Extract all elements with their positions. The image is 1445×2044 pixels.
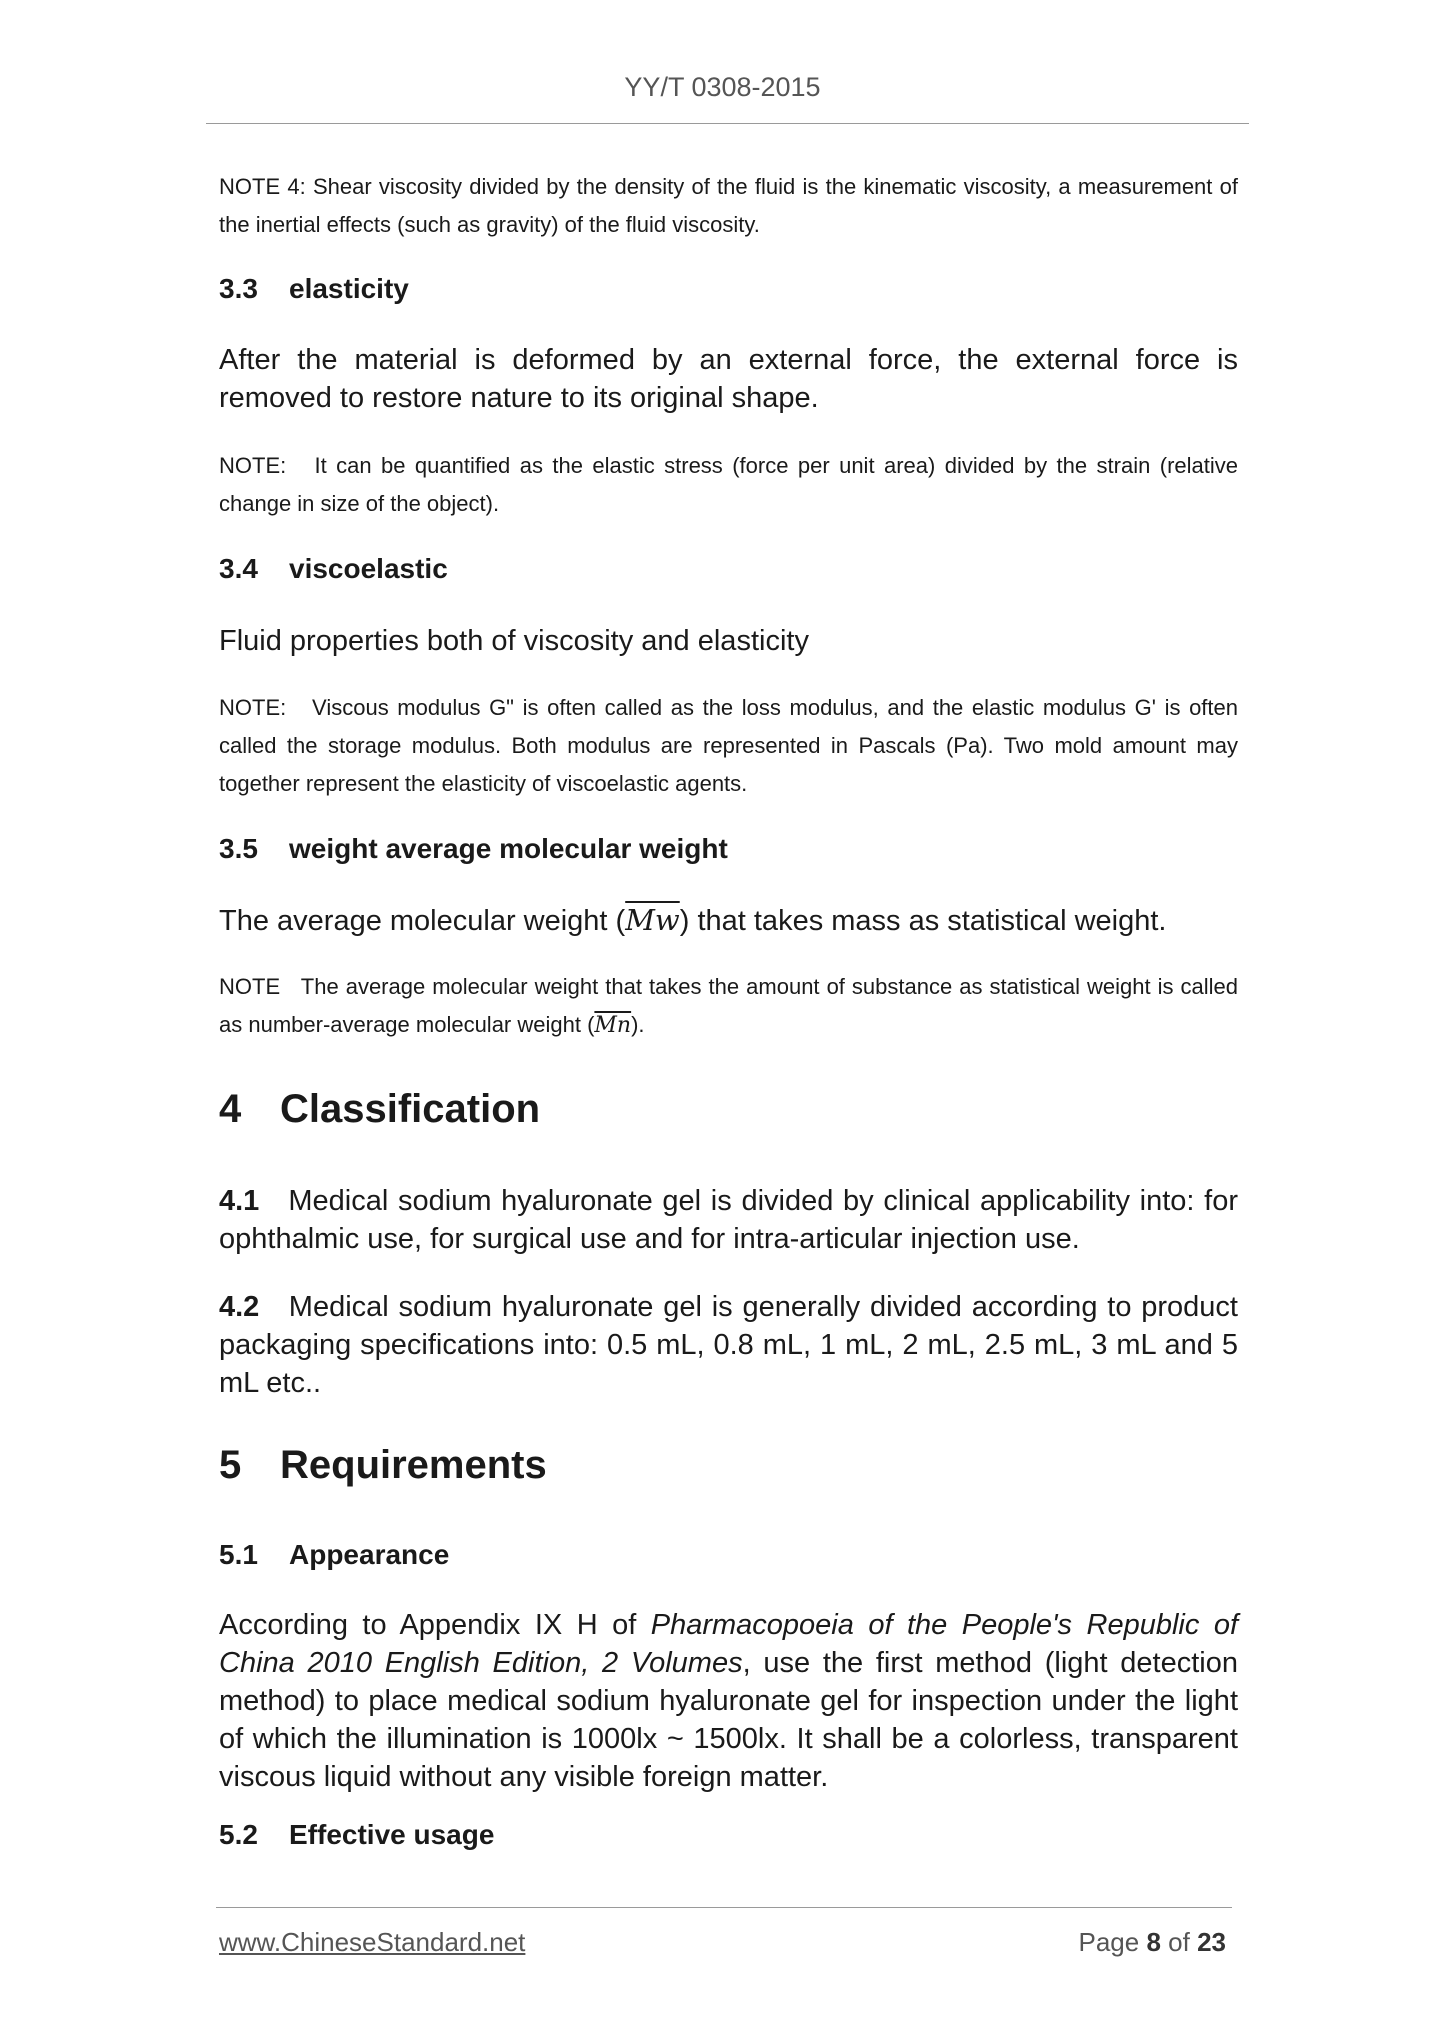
note-4: NOTE 4: Shear viscosity divided by the density of the fluid is the kinematic viscosity, a measurement of the inertial effects (such as gravity) of the fluid viscosity. (219, 174, 1238, 237)
section-number: 5.1 (219, 1539, 258, 1570)
section-number: 5.2 (219, 1819, 258, 1850)
body-text: The average molecular weight ( (219, 905, 626, 937)
body-text: , use the first method (light detection method) to place medical sodium hyaluronate gel for inspection under the light of which the illumination is 1000lx ~ 1500lx. It shall be a colorless, transparent viscous liquid without any visible foreign matter. (219, 1647, 1238, 1793)
section-title: elasticity (289, 273, 409, 304)
section-number: 3.5 (219, 833, 258, 864)
section-3-5-note (219, 968, 1238, 1045)
section-title: Effective usage (289, 1819, 495, 1850)
body-text: ) that takes mass as statistical weight. (679, 905, 1167, 937)
page-indicator (1078, 1927, 1226, 1958)
page-word: Page (1078, 1927, 1140, 1957)
section-title: Classification (280, 1087, 541, 1131)
clause-text: Medical sodium hyaluronate gel is divided by clinical applicability into: for ophthalmic use, for surgical use and for intra-articular injection use. (219, 1185, 1238, 1255)
section-3-4-body: Fluid properties both of viscosity and elasticity (219, 625, 809, 657)
section-title: viscoelastic (289, 553, 448, 584)
clause-4-1 (219, 1182, 1238, 1258)
section-5-1-body (219, 1606, 1238, 1796)
note-text: ). (631, 1012, 645, 1037)
section-5-heading (219, 1443, 547, 1488)
section-3-3-heading (219, 273, 409, 305)
section-4-heading (219, 1087, 540, 1132)
header-divider (206, 123, 1249, 124)
body-text: According to Appendix IX H of (219, 1609, 651, 1641)
note-text: NOTE The average molecular weight that takes the amount of substance as statistical weight is called as number-average molecular weight ( (219, 974, 1238, 1037)
mw-symbol: $\overline{Mw}$ (625, 903, 680, 937)
section-5-2-heading (219, 1819, 494, 1851)
of-word: of (1168, 1927, 1190, 1957)
section-title: Requirements (280, 1443, 547, 1487)
section-3-5-body (219, 901, 1238, 940)
mn-symbol: $\overline{Mn}$ (594, 1013, 632, 1038)
section-number: 4 (219, 1087, 242, 1131)
page-number: 8 (1146, 1927, 1161, 1957)
clause-number: 4.1 (219, 1185, 260, 1217)
clause-number: 4.2 (219, 1291, 260, 1323)
clause-4-2 (219, 1288, 1238, 1402)
section-number: 3.4 (219, 553, 258, 584)
section-3-4-note: NOTE: Viscous modulus G" is often called as the loss modulus, and the elastic modulus G' is often called the storage modulus. Both modulus are represented in Pascals (Pa). Two mold amount may together represent the elasticity of viscoelastic agents. (219, 695, 1238, 796)
section-5-1-heading (219, 1539, 449, 1571)
footer-divider (216, 1907, 1232, 1908)
pharmacopoeia-title: Pharmacopoeia of the People's Republic of China 2010 English Edition, 2 Volumes (219, 1609, 1238, 1679)
section-number: 3.3 (219, 273, 258, 304)
clause-text: Medical sodium hyaluronate gel is generally divided according to product packaging specifications into: 0.5 mL, 0.8 mL, 1 mL, 2 mL, 2.5 mL, 3 mL and 5 mL etc.. (219, 1291, 1238, 1399)
website-link[interactable]: www.ChineseStandard.net (219, 1927, 526, 1957)
section-3-3-note: NOTE: It can be quantified as the elastic stress (force per unit area) divided by the strain (relative change in size of the object). (219, 453, 1238, 516)
page-total: 23 (1197, 1927, 1226, 1957)
document-code-header: YY/T 0308-2015 (624, 72, 821, 102)
section-3-3-body: After the material is deformed by an external force, the external force is removed to restore nature to its original shape. (219, 344, 1238, 414)
section-number: 5 (219, 1443, 242, 1487)
section-title: weight average molecular weight (289, 833, 728, 864)
section-3-4-heading (219, 553, 448, 585)
section-title: Appearance (289, 1539, 450, 1570)
section-3-5-heading (219, 833, 728, 865)
